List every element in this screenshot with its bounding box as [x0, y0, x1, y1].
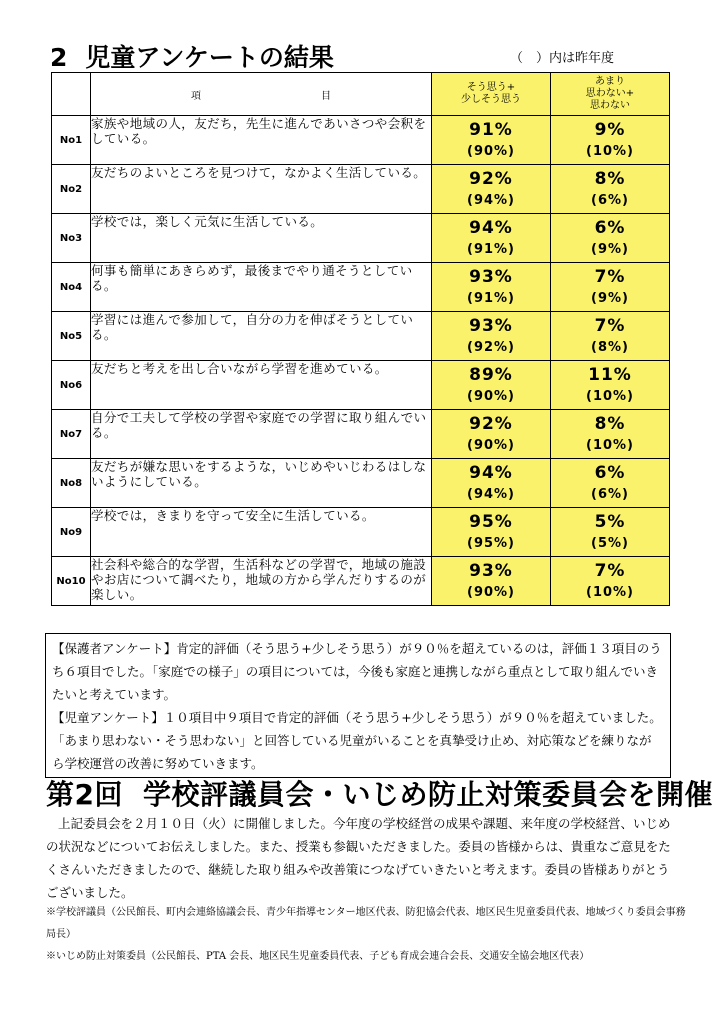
row-item: 家族や地域の人，友だち，先生に進んであいさつや会釈をしている。: [91, 116, 432, 165]
negative-previous-value: (10%): [586, 144, 634, 159]
positive-cell: [432, 263, 551, 312]
row-number: No9: [52, 508, 91, 557]
positive-previous-value: (94%): [467, 487, 515, 502]
positive-cell: [432, 410, 551, 459]
row-item: 友だちと考えを出し合いながら学習を進めている。: [91, 361, 432, 410]
positive-cell: [432, 165, 551, 214]
negative-cell: [551, 410, 670, 459]
positive-cell: [432, 312, 551, 361]
positive-previous-value: (90%): [467, 438, 515, 453]
table-row: [52, 214, 670, 263]
negative-cell: [551, 312, 670, 361]
negative-cell: [551, 361, 670, 410]
positive-cell: [432, 459, 551, 508]
positive-value: 94%: [469, 218, 513, 238]
negative-cell: [551, 557, 670, 606]
table-row: [52, 557, 670, 606]
negative-cell: [551, 263, 670, 312]
negative-cell: [551, 165, 670, 214]
header-positive-cell: [432, 73, 551, 116]
positive-previous-value: (94%): [467, 193, 515, 208]
positive-cell: [432, 508, 551, 557]
positive-value: 89%: [469, 365, 513, 385]
negative-cell: [551, 214, 670, 263]
positive-previous-value: (90%): [467, 389, 515, 404]
negative-previous-value: (8%): [591, 340, 629, 355]
row-number: No1: [52, 116, 91, 165]
negative-previous-value: (10%): [586, 389, 634, 404]
summary-parent-survey: 【保護者アンケート】肯定的評価（そう思う+少しそう思う）が９０％を超えているのは，評価１３項目のうち６項目でした。「家庭での様子」の項目については，今後も家庭と連携しながら重点として取り組んでいきたいと考えています。: [52, 641, 662, 702]
anti-bullying-members: ※いじめ防止対策委員（公民館長、PTA 会長、地区民生児童委員代表、子ども育成会連合会長、交通安全協会地区代表）: [46, 951, 590, 962]
table-row: [52, 410, 670, 459]
positive-value: 95%: [469, 512, 513, 532]
positive-previous-value: (90%): [467, 144, 515, 159]
positive-previous-value: (95%): [467, 536, 515, 551]
header-item-label-2: 目: [321, 90, 331, 102]
table-row: [52, 459, 670, 508]
row-number: No2: [52, 165, 91, 214]
negative-cell: [551, 116, 670, 165]
positive-cell: [432, 116, 551, 165]
row-item: 学校では，きまりを守って安全に生活している。: [91, 508, 432, 557]
row-item: 社会科や総合的な学習，生活科などの学習で，地域の施設やお店について調べたり，地域の方から学んだりするのが楽しい。: [91, 557, 432, 606]
header-negative-line2: 思わない+: [585, 88, 635, 99]
previous-year-note: （ ）内は昨年度: [510, 51, 615, 66]
positive-previous-value: (91%): [467, 242, 515, 257]
section2-title-number: 第2回: [46, 778, 123, 811]
negative-value: 7%: [594, 267, 626, 287]
member-list: [46, 902, 686, 968]
positive-value: 94%: [469, 463, 513, 483]
table-row: [52, 361, 670, 410]
positive-value: 92%: [469, 169, 513, 189]
row-number: No5: [52, 312, 91, 361]
negative-value: 7%: [594, 316, 626, 336]
section2-title-text: 学校評議員会・いじめ防止対策委員会を開催: [142, 778, 713, 811]
header-no-cell: [52, 73, 91, 116]
school-councilors: ※学校評議員（公民館長、町内会連絡協議会長、青少年指導センター地区代表、防犯協会代表、地区民生児童委員代表、地域づくり委員会事務局長）: [46, 907, 686, 940]
row-item: 学校では，楽しく元気に生活している。: [91, 214, 432, 263]
negative-previous-value: (6%): [591, 193, 629, 208]
table-row: [52, 263, 670, 312]
table-row: [52, 508, 670, 557]
positive-previous-value: (90%): [467, 585, 515, 600]
negative-previous-value: (6%): [591, 487, 629, 502]
positive-cell: [432, 361, 551, 410]
negative-value: 7%: [594, 561, 626, 581]
heading-title: 児童アンケートの結果: [85, 43, 334, 72]
negative-value: 9%: [594, 120, 626, 140]
positive-value: 92%: [469, 414, 513, 434]
positive-cell: [432, 214, 551, 263]
header-positive-line1: そう思う+: [466, 82, 516, 93]
row-item: 自分で工夫して学校の学習や家庭での学習に取り組んでいる。: [91, 410, 432, 459]
table-row: [52, 116, 670, 165]
negative-value: 8%: [594, 414, 626, 434]
row-number: No3: [52, 214, 91, 263]
positive-value: 93%: [469, 316, 513, 336]
table-row: [52, 312, 670, 361]
positive-value: 93%: [469, 561, 513, 581]
survey-table: [51, 72, 670, 606]
negative-value: 8%: [594, 169, 626, 189]
row-number: No10: [52, 557, 91, 606]
row-item: 学習には進んで参加して，自分の力を伸ばそうとしている。: [91, 312, 432, 361]
table-row: [52, 165, 670, 214]
section2-body-text: 上記委員会を２月１０日（火）に開催しました。今年度の学校経営の成果や課題、来年度の学校経営、いじめの状況などについてお伝えしました。また、授業も参観いただきました。委員の皆様からは、貴重なご意見をたくさんいただきましたので、継続した取り組みや改善策につなげていきたいと考えます。委員の皆様ありがとうございました。: [46, 816, 671, 900]
negative-previous-value: (10%): [586, 585, 634, 600]
header-item-cell: [91, 73, 432, 116]
negative-cell: [551, 508, 670, 557]
row-item: 友だちが嫌な思いをするような，いじめやいじわるはしないようにしている。: [91, 459, 432, 508]
header-positive-line2: 少しそう思う: [461, 94, 521, 105]
negative-previous-value: (10%): [586, 438, 634, 453]
summary-box: [45, 633, 671, 778]
negative-cell: [551, 459, 670, 508]
header-negative-line3: 思わない: [590, 100, 630, 111]
negative-previous-value: (9%): [591, 291, 629, 306]
positive-previous-value: (92%): [467, 340, 515, 355]
heading-number: 2: [50, 43, 68, 72]
negative-value: 6%: [594, 463, 626, 483]
section2-title: [46, 773, 724, 813]
row-number: No6: [52, 361, 91, 410]
positive-previous-value: (91%): [467, 291, 515, 306]
negative-value: 6%: [594, 218, 626, 238]
summary-student-survey: 【児童アンケート】１０項目中９項目で肯定的評価（そう思う+少しそう思う）が９０％を超えていました。「あまり思わない・そう思わない」と回答している児童がいることを真摯受け止め、対応策などを練りながら学校運営の改善に努めていきます。: [52, 710, 662, 771]
row-number: No4: [52, 263, 91, 312]
row-item: 友だちのよいところを見つけて，なかよく生活している。: [91, 165, 432, 214]
negative-previous-value: (9%): [591, 242, 629, 257]
page-heading: [50, 38, 352, 74]
negative-value: 5%: [594, 512, 626, 532]
row-item: 何事も簡単にあきらめず，最後までやり通そうとしている。: [91, 263, 432, 312]
positive-value: 93%: [469, 267, 513, 287]
header-negative-line1: あまり: [595, 76, 625, 87]
positive-cell: [432, 557, 551, 606]
header-item-label-1: 項: [191, 90, 201, 102]
row-number: No7: [52, 410, 91, 459]
section2-body: [46, 812, 676, 904]
header-negative-cell: [551, 73, 670, 116]
negative-previous-value: (5%): [591, 536, 629, 551]
positive-value: 91%: [469, 120, 513, 140]
row-number: No8: [52, 459, 91, 508]
negative-value: 11%: [588, 365, 632, 385]
